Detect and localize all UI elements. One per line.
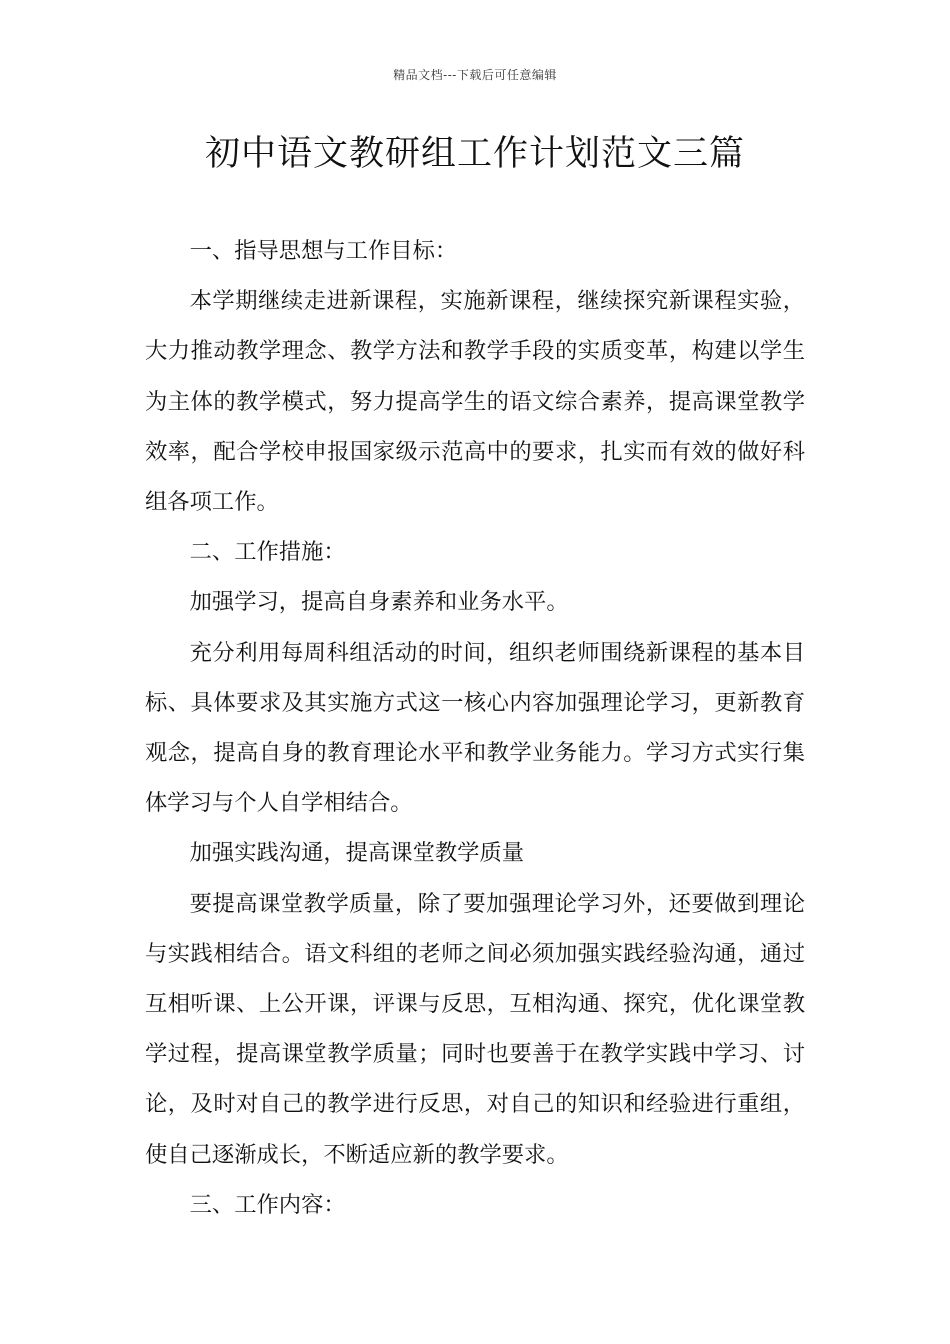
document-body [145,226,805,1230]
header-note: 精品文档---下载后可任意编辑 [393,68,557,82]
subheading: 加强实践沟通，提高课堂教学质量 [189,840,525,867]
subheading: 加强学习，提高自身素养和业务水平。 [189,589,569,616]
section-heading-1: 一、指导思想与工作目标： [189,238,458,264]
section-heading-3: 三、工作内容： [189,1191,346,1218]
paragraph: 本学期继续走进新课程，实施新课程，继续探究新课程实验，大力推动教学理念、教学方法和教学手段的实质变革，构建以学生为主体的教学模式，努力提高学生的语文综合素养，提高课堂教学效率，配合学校申报国家级示范高中的要求，扎实而有效的做好科组各项工作。 [145,288,805,516]
section-heading-2: 二、工作措施： [189,539,346,566]
paragraph: 要提高课堂教学质量，除了要加强理论学习外，还要做到理论与实践相结合。语文科组的老师之间必须加强实践经验沟通，通过互相听课、上公开课，评课与反思，互相沟通、探究，优化课堂教学过程，提高课堂教学质量；同时也要善于在教学实践中学习、讨论，及时对自己的教学进行反思，对自己的知识和经验进行重组，使自己逐渐成长，不断适应新的教学要求。 [145,890,805,1168]
document-title: 初中语文教研组工作计划范文三篇 [204,134,745,174]
paragraph: 充分利用每周科组活动的时间，组织老师围绕新课程的基本目标、具体要求及其实施方式这一核心内容加强理论学习，更新教育观念，提高自身的教育理论水平和教学业务能力。学习方式实行集体学习与个人自学相结合。 [145,639,805,817]
